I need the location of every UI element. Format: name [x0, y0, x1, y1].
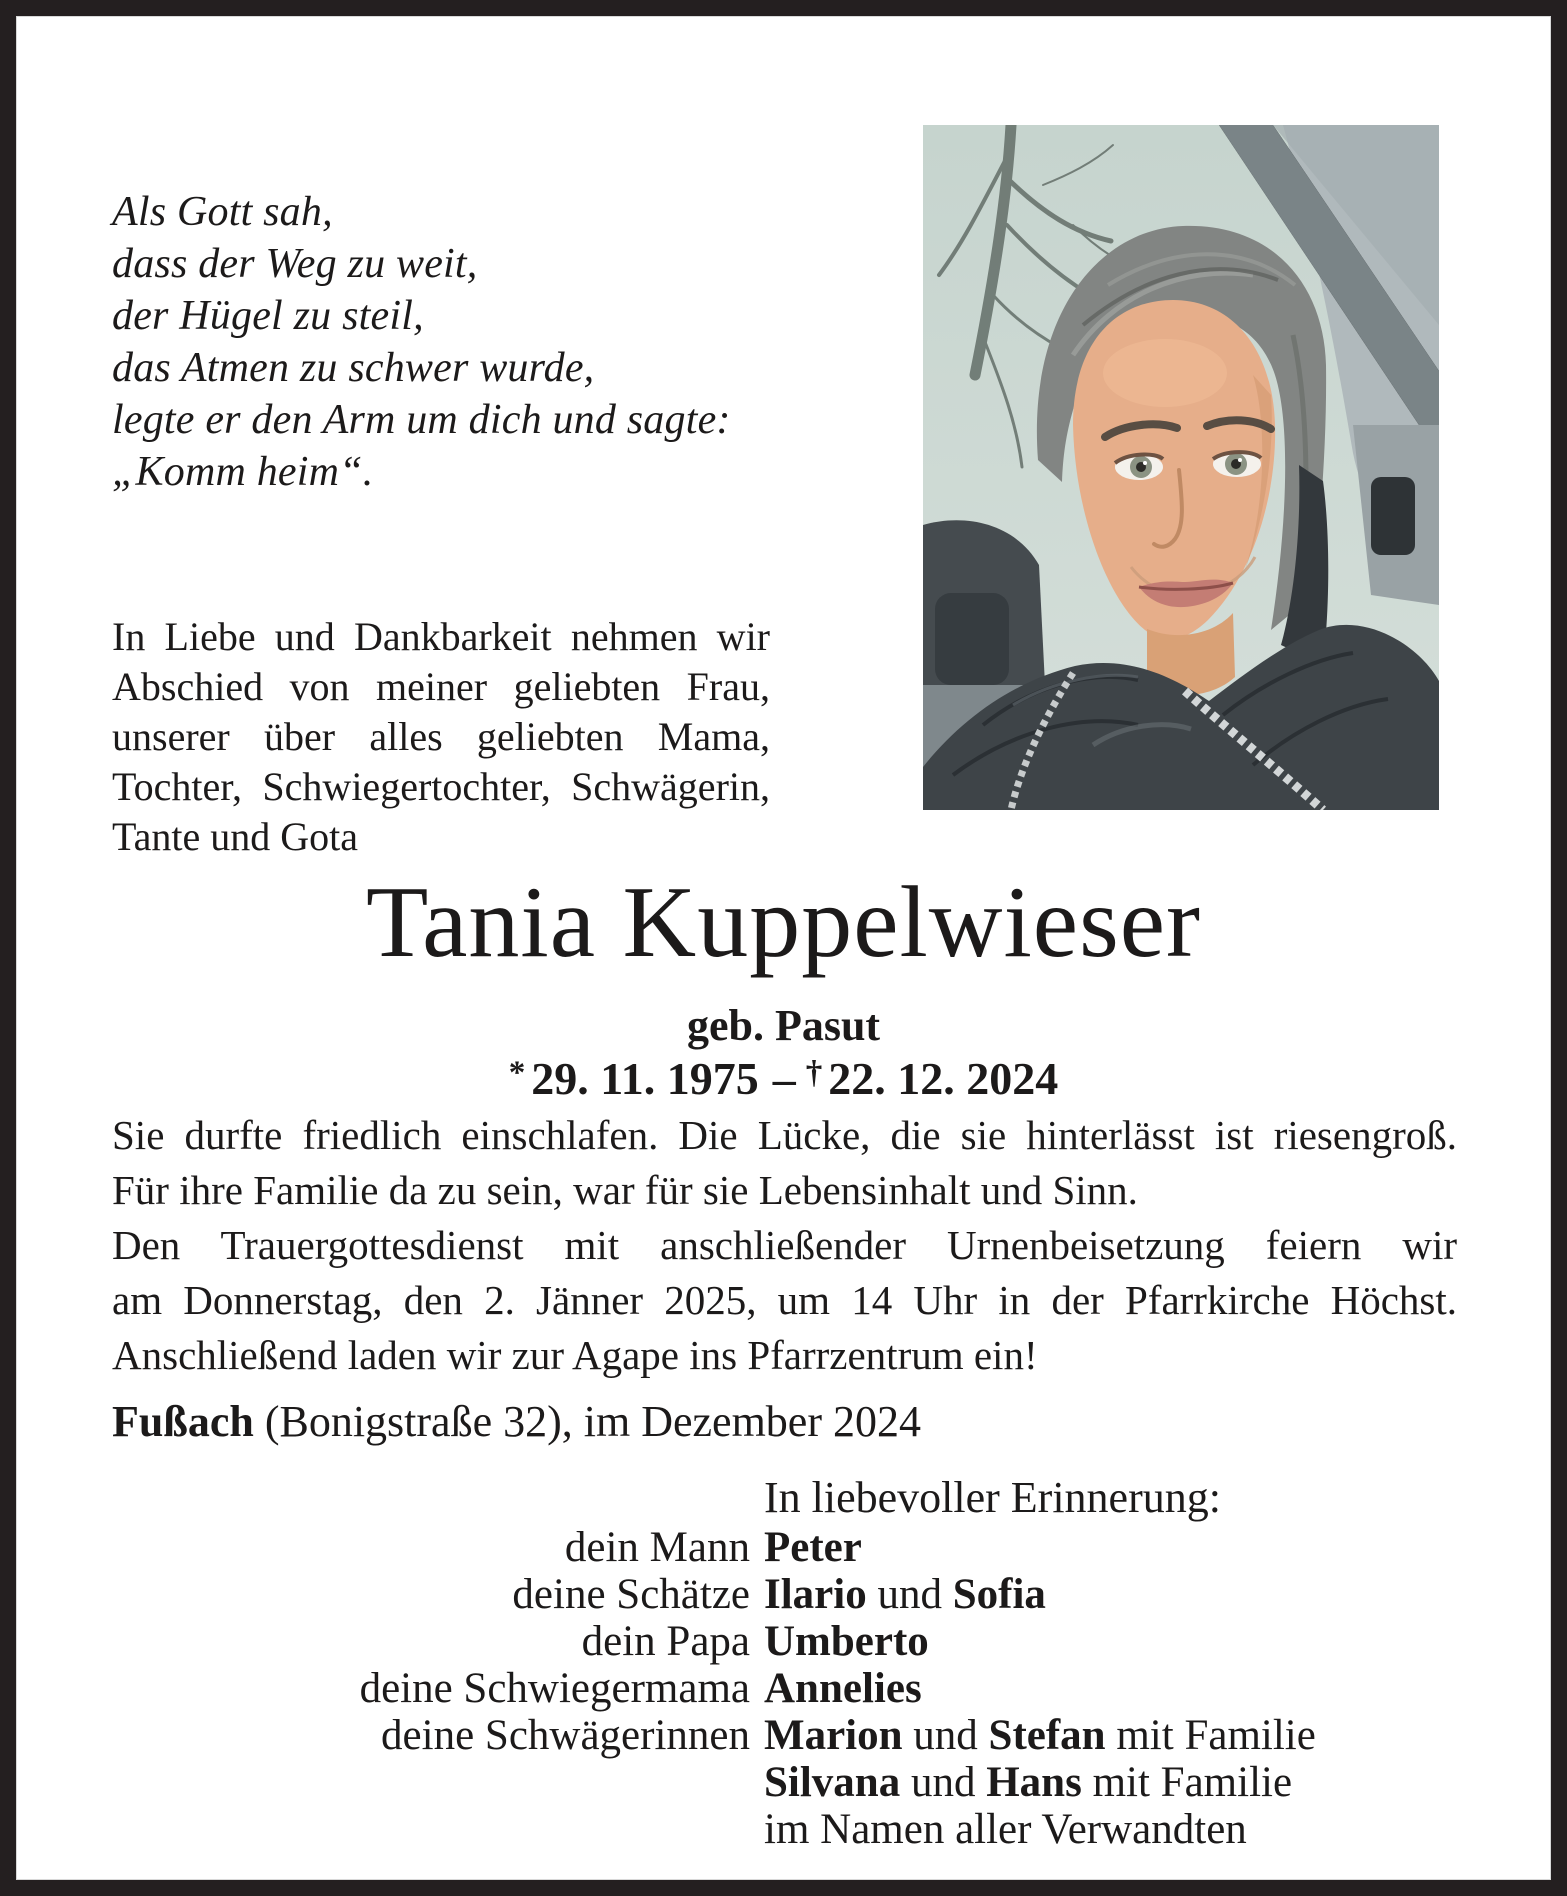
poem-line: Als Gott sah, — [112, 189, 333, 235]
memorial-text: und — [900, 1759, 987, 1806]
memorial-names — [764, 1759, 1292, 1806]
memorial-names — [764, 1618, 929, 1665]
memorial-relation-label: dein Mann — [564, 1524, 750, 1571]
memorial-list — [112, 1524, 1512, 1853]
memorial-person-name: Marion — [764, 1712, 903, 1759]
memorial-names — [764, 1806, 1247, 1853]
body-line: Sie durfte friedlich einschlafen. Die Lücke, die sie hinterlässt ist riesengroß. — [112, 1112, 1457, 1158]
memorial-person-name: Hans — [986, 1759, 1082, 1806]
maiden-name: geb. Pasut — [686, 1001, 881, 1050]
intro-line: Tante und Gota — [112, 814, 359, 859]
intro-line: In Liebe und Dankbarkeit nehmen wir — [112, 614, 770, 659]
memorial-row — [112, 1806, 1512, 1853]
memorial-names — [764, 1665, 922, 1712]
memorial-row — [112, 1759, 1512, 1806]
body-line: am Donnerstag, den 2. Jänner 2025, um 14 Uhr in der Pfarrkirche Höchst. — [112, 1277, 1457, 1323]
memorial-names — [764, 1571, 1046, 1618]
memorial-text: mit Familie — [1081, 1759, 1293, 1806]
poem-line: legte er den Arm um dich und sagte: — [112, 397, 731, 443]
memorial-text: und — [902, 1712, 989, 1759]
memorial-row — [112, 1712, 1512, 1759]
life-dates — [16, 1052, 1551, 1105]
poem-line: „Komm heim“. — [112, 449, 374, 495]
memorial-relation-label — [112, 1759, 750, 1806]
memorial-names — [764, 1712, 1316, 1759]
intro-line: Tochter, Schwiegertochter, Schwägerin, — [112, 764, 770, 809]
body-line: Anschließend laden wir zur Agape ins Pfarrzentrum ein! — [112, 1332, 1038, 1378]
place-name: Fußach — [112, 1397, 254, 1446]
death-date: 22. 12. 2024 — [828, 1053, 1059, 1104]
intro-paragraph — [112, 612, 770, 862]
memorial-person-name: Sofia — [952, 1571, 1046, 1618]
memorial-heading: In liebevoller Erinnerung: — [764, 1473, 1221, 1522]
memorial-relation-label — [112, 1806, 750, 1853]
poem — [112, 186, 752, 498]
memorial-person-name: Stefan — [988, 1712, 1106, 1759]
memorial-relation-label: deine Schätze — [512, 1571, 750, 1618]
right-eye — [1213, 451, 1261, 477]
birth-date: 29. 11. 1975 — [531, 1053, 759, 1104]
memorial-relation-label: dein Papa — [581, 1618, 750, 1665]
memorial-person-name: Silvana — [764, 1759, 901, 1806]
portrait-photo — [923, 125, 1439, 810]
left-eye — [1115, 454, 1163, 480]
intro-line: Abschied von meiner geliebten Frau, — [112, 664, 770, 709]
memorial-relation-label: deine Schwägerinnen — [381, 1712, 750, 1759]
body-line: Den Trauergottesdienst mit anschließender Urnenbeisetzung feiern wir — [112, 1222, 1457, 1268]
place-date-line — [112, 1396, 921, 1447]
memorial-row — [112, 1665, 1512, 1712]
place-rest: (Bonigstraße 32), im Dezember 2024 — [253, 1397, 921, 1446]
memorial-person-name: Umberto — [764, 1618, 929, 1665]
intro-line: unserer über alles geliebten Mama, — [112, 714, 770, 759]
memorial-row — [112, 1524, 1512, 1571]
poem-line: dass der Weg zu weit, — [112, 241, 478, 287]
memorial-text: im Namen aller Verwandten — [764, 1806, 1247, 1853]
death-cross-icon: † — [805, 1054, 823, 1092]
memorial-person-name: Ilario — [764, 1571, 867, 1618]
poem-line: das Atmen zu schwer wurde, — [112, 345, 595, 391]
body-line: Für ihre Familie da zu sein, war für sie Lebensinhalt und Sinn. — [112, 1167, 1138, 1213]
memorial-person-name: Annelies — [764, 1665, 922, 1712]
birth-star-icon: * — [508, 1054, 526, 1092]
memorial-row — [112, 1618, 1512, 1665]
memorial-names — [764, 1524, 862, 1571]
dates-separator: – — [772, 1053, 796, 1104]
memorial-row — [112, 1571, 1512, 1618]
forehead-highlight — [1103, 339, 1227, 407]
announcement-text — [112, 1108, 1457, 1383]
memorial-text: und — [866, 1571, 953, 1618]
memorial-text: mit Familie — [1105, 1712, 1316, 1759]
deceased-name: Tania Kuppelwieser — [365, 866, 1202, 979]
memorial-person-name: Peter — [764, 1524, 862, 1571]
poem-line: der Hügel zu steil, — [112, 293, 424, 339]
memorial-relation-label: deine Schwiegermama — [359, 1665, 750, 1712]
